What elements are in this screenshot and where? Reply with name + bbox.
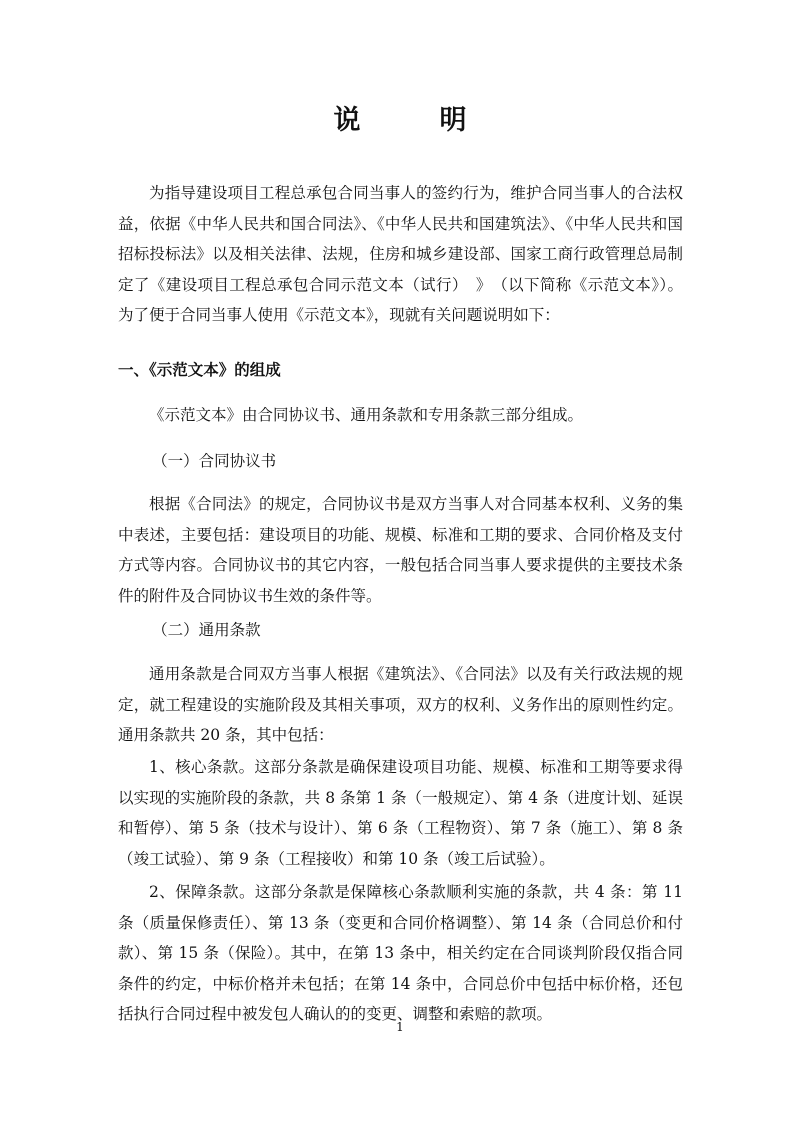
subsection-2-body bbox=[118, 659, 683, 751]
subsection-paragraph: 根据《合同法》的规定，合同协议书是双方当事人对合同基本权利、义务的集中表述，主要包括：建设项目的功能、规模、标准和工期的要求、合同价格及支付方式等内容。合同协议书的其它内容，一般包括合同当事人要求提供的主要技术条件的附件及合同协议书生效的条件等。 bbox=[118, 495, 683, 605]
subsection-heading: （二）通用条款 bbox=[152, 621, 261, 639]
subsection-paragraph: 通用条款是合同双方当事人根据《建筑法》、《合同法》以及有关行政法规的规定，就工程建设的实施阶段及其相关事项，双方的权利、义务作出的原则性约定。通用条款共 20 条，其中包括： bbox=[118, 665, 683, 744]
section-1 bbox=[118, 355, 683, 386]
page-number: 1 bbox=[396, 1020, 404, 1034]
page-title: 说 明 bbox=[333, 105, 493, 136]
clause-item-2 bbox=[118, 877, 683, 1030]
clause-item-1 bbox=[118, 752, 683, 874]
subsection-1 bbox=[118, 446, 683, 477]
intro-paragraph: 为指导建设项目工程总承包合同当事人的签约行为，维护合同当事人的合法权益，依据《中华人民共和国合同法》、《中华人民共和国建筑法》、《中华人民共和国招标投标法》以及相关法律、法规，住房和城乡建设部、国家工商行政管理总局制定了《建设项目工程总承包合同示范文本（试行） 》 （以下简称《示范文本》）。为了便于合同当事人使用《示范文本》，现就有关问题说明如下： bbox=[118, 184, 683, 324]
subsection-2 bbox=[118, 615, 683, 646]
section-1-body bbox=[118, 400, 683, 431]
list-item: 2、保障条款。这部分条款是保障核心条款顺利实施的条款，共 4 条：第 11 条（质量保修责任）、第 13 条（变更和合同价格调整）、第 14 条（合同总价和付款）、第 15 条（保险）。其中，在第 13 条中，相关约定在合同谈判阶段仅指合同条件的约定，中标价格并未包括；在第 14 条中，合同总价中包括中标价格，还包括执行合同过程中被发包人确认的的变更、调整和索赔的款项。 bbox=[118, 883, 683, 1023]
document-body bbox=[118, 178, 683, 331]
section-paragraph: 《示范文本》由合同协议书、通用条款和专用条款三部分组成。 bbox=[149, 406, 584, 424]
list-item: 1、核心条款。这部分条款是确保建设项目功能、规模、标准和工期等要求得以实现的实施阶段的条款，共 8 条第 1 条（一般规定）、第 4 条（进度计划、延误和暂停）、第 5 条（技术与设计）、第 6 条（工程物资）、第 7 条（施工）、第 8 条（竣工试验）、第 9 条（工程接收）和第 10 条（竣工后试验）。 bbox=[118, 758, 683, 868]
subsection-1-body bbox=[118, 489, 683, 611]
section-heading: 一、《示范文本》的组成 bbox=[118, 361, 281, 379]
subsection-heading: （一）合同协议书 bbox=[152, 452, 277, 470]
